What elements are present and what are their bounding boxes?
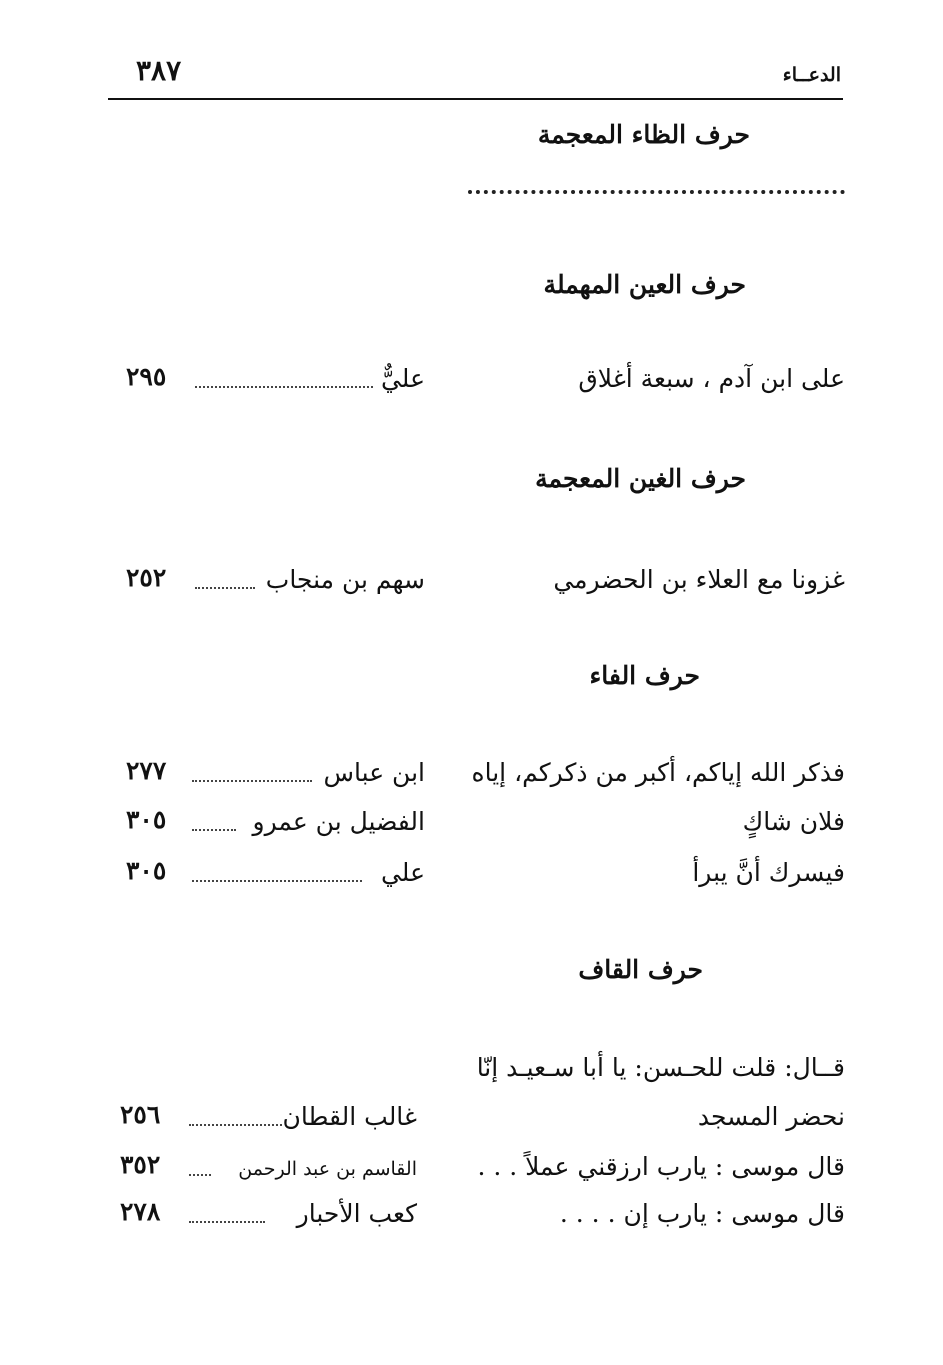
entry-page-number: ٢٥٢ (126, 563, 167, 592)
entry-narrator: علي (380, 858, 425, 887)
index-entry (100, 563, 845, 603)
page-number: ٣٨٧ (136, 54, 182, 87)
entry-narrator: سهم بن منجاب (265, 565, 425, 594)
dot-leader (189, 1166, 211, 1176)
index-entry (100, 1197, 845, 1237)
entry-text: غزونا مع العلاء بن الحضرمي (553, 565, 845, 594)
entry-text: قال موسى : يارب ارزقني عملاً . . . (477, 1152, 845, 1181)
entry-page-number: ٣٥٢ (120, 1150, 161, 1179)
section-heading-zaa: حرف الظاء المعجمة (537, 120, 750, 149)
entry-page-number: ٣٠٥ (126, 856, 167, 885)
dot-leader (192, 872, 362, 882)
index-entry (100, 1150, 845, 1190)
dot-leader (189, 1213, 265, 1223)
entry-narrator: الفضيل بن عمرو (252, 807, 425, 836)
section-heading-qaf: حرف القاف (578, 955, 703, 984)
entry-text: فذكر الله إياكم، أكبر من ذكركم، إياه (471, 758, 845, 787)
entry-text: قال موسى : يارب إن . . . . (559, 1199, 845, 1228)
index-entry (100, 856, 845, 896)
section-heading-ain: حرف العين المهملة (543, 270, 746, 299)
index-entry (100, 805, 845, 845)
entry-page-number: ٢٩٥ (126, 362, 167, 391)
entry-narrator: كعب الأحبار (296, 1199, 417, 1228)
dot-leader (195, 579, 255, 589)
entry-page-number: ٢٧٧ (126, 756, 167, 785)
index-entry (100, 362, 845, 402)
entry-narrator: ابن عباس (323, 758, 425, 787)
section-heading-ghain: حرف الغين المعجمة (535, 464, 746, 493)
entry-text: فيسرك أنَّ يبرأ (692, 858, 845, 887)
entry-page-number: ٢٧٨ (120, 1197, 161, 1226)
entry-text: فلان شاكٍ (742, 807, 845, 836)
entry-page-number: ٣٠٥ (126, 805, 167, 834)
entry-page-number: ٢٥٦ (120, 1100, 161, 1129)
page-header (108, 52, 843, 100)
index-entry (100, 1100, 845, 1140)
entry-text-continued: قــال: قلت للحـسن: يا أبا سـعيـد إنّا (476, 1053, 845, 1082)
entry-narrator: عليٌّ (380, 364, 425, 393)
entry-narrator: غالب القطان (282, 1102, 417, 1131)
entry-text: على ابن آدم ، سبعة أغلاق (578, 364, 845, 393)
entry-text: نحضر المسجد (697, 1102, 845, 1131)
dot-leader (195, 378, 373, 388)
dot-leader (192, 772, 312, 782)
section-heading-fa: حرف الفاء (589, 661, 700, 690)
empty-section-dots (468, 180, 845, 194)
index-entry (100, 756, 845, 796)
dot-leader (189, 1116, 282, 1126)
running-title: الدعــاء (782, 64, 841, 86)
entry-narrator: القاسم بن عبد الرحمن (238, 1158, 417, 1180)
dot-leader (192, 821, 236, 831)
